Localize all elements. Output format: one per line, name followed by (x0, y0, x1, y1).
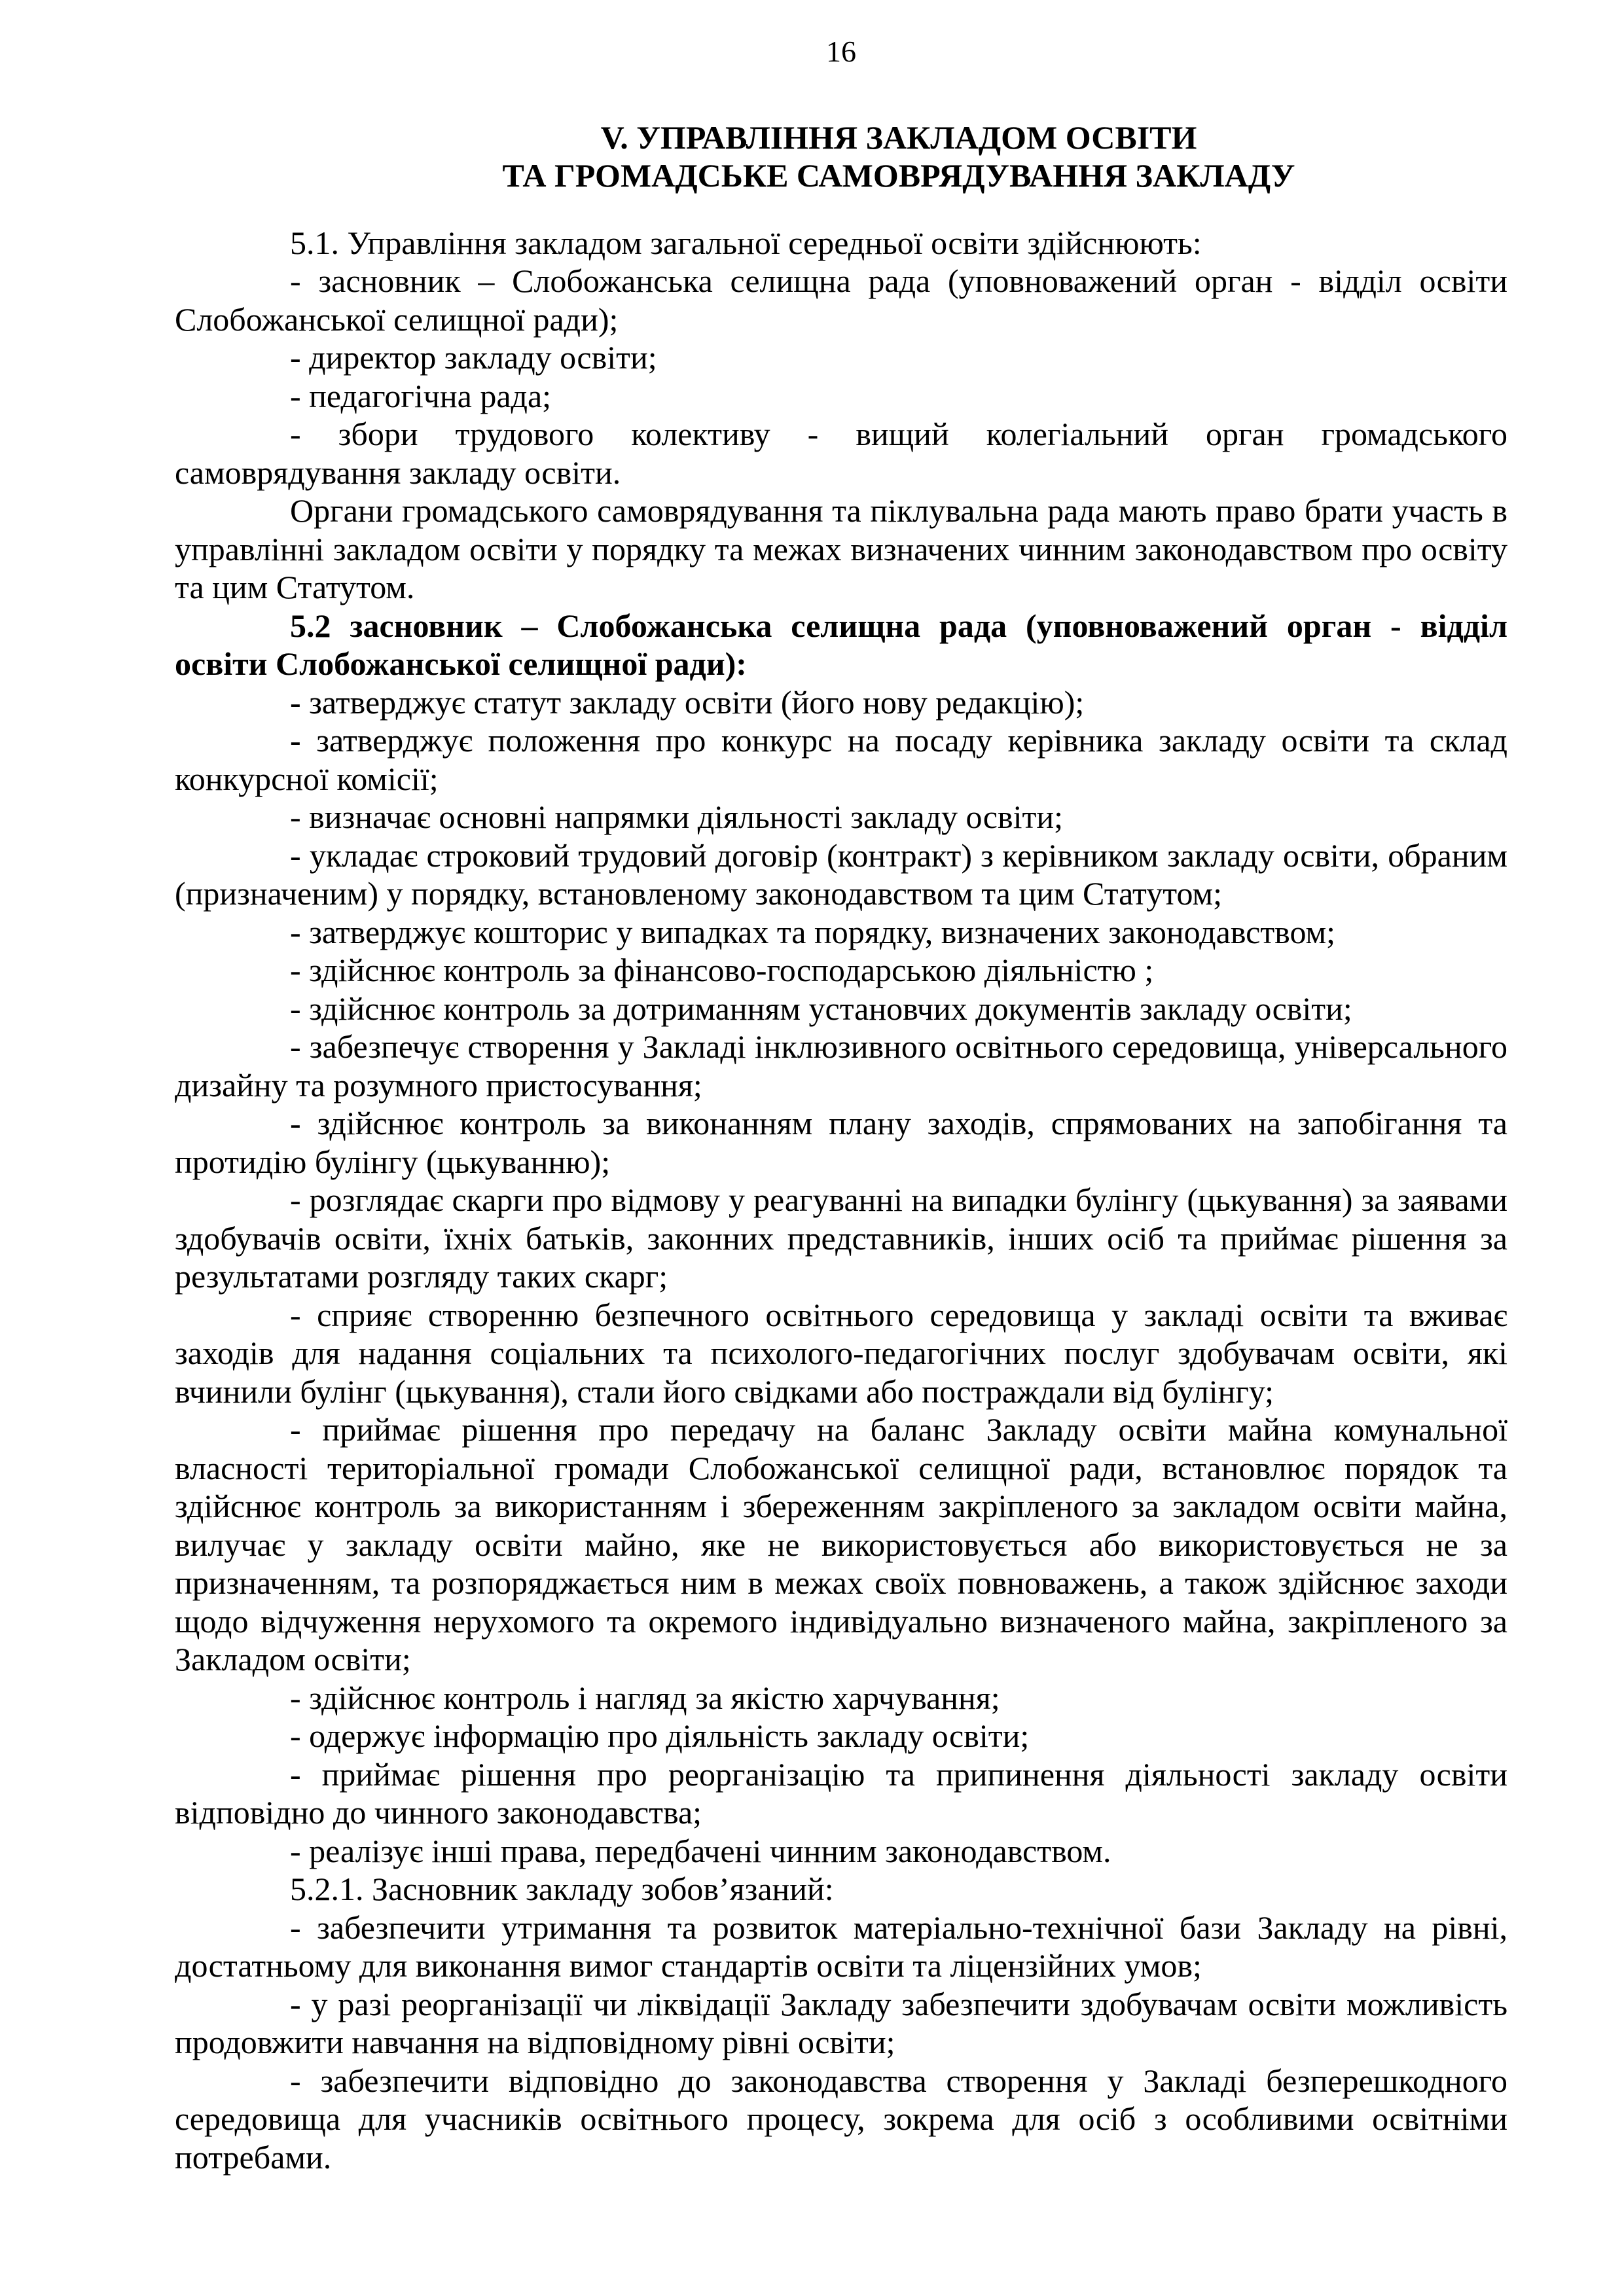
page-number: 16 (826, 35, 856, 68)
paragraph: - директор закладу освіти; (290, 339, 657, 376)
paragraph: - приймає рішення про передачу на баланс Закладу освіти майна комунальної власності територіальної громади Слобожанської селищної ради, встановлює порядок та здійснює контроль за використанням і збереженням закріпленого за закладом освіти майна, вилучає у закладу освіти майно, яке не використовується або використовується не за призначенням, та розпоряджається ним в межах своїх повноважень, а також здійснює заходи щодо відчуження нерухомого та окремого індивідуально визначеного майна, закріпленого за Закладом освіти; (175, 1411, 1507, 1677)
section-title-line-2: ТА ГРОМАДСЬКЕ САМОВРЯДУВАННЯ ЗАКЛАДУ (502, 157, 1295, 194)
paragraph: - здійснює контроль і нагляд за якістю харчування; (290, 1679, 1000, 1716)
paragraph: - визначає основні напрямки діяльності закладу освіти; (290, 798, 1063, 835)
paragraph: - збори трудового колективу - вищий колегіальний орган громадського самоврядування закладу освіти. (175, 416, 1507, 491)
paragraph: - реалізує інші права, передбачені чинним законодавством. (290, 1832, 1111, 1869)
paragraph: - розглядає скарги про відмову у реагуванні на випадки булінгу (цькування) за заявами здобувачів освіти, їхніх батьків, законних представників, інших осіб та приймає рішення за результатами розгляду таких скарг; (175, 1181, 1507, 1295)
paragraph: - затверджує кошторис у випадках та порядку, визначених законодавством; (290, 913, 1336, 950)
paragraph: 5.1. Управління закладом загальної середньої освіти здійснюють: (290, 224, 1202, 261)
section-title-line-1: V. УПРАВЛІННЯ ЗАКЛАДОМ ОСВІТИ (600, 118, 1197, 156)
paragraph: - укладає строковий трудовий договір (контракт) з керівником закладу освіти, обраним (призначеним) у порядку, встановленому законодавством та цим Статутом; (175, 836, 1507, 912)
paragraph: - одержує інформацію про діяльність закладу освіти; (290, 1717, 1030, 1754)
paragraph: - затверджує положення про конкурс на посаду керівника закладу освіти та склад конкурсної комісії; (175, 722, 1507, 797)
paragraph: - сприяє створенню безпечного освітнього середовища у закладі освіти та вживає заходів для надання соціальних та психолого-педагогічних послуг здобувачам освіти, які вчинили булінг (цькування), стали його свідками або постраждали від булінгу; (175, 1296, 1507, 1410)
paragraph: - забезпечити утримання та розвиток матеріально-технічної бази Закладу на рівні, достатньому для виконання вимог стандартів освіти та ліцензійних умов; (175, 1909, 1507, 1984)
document-body (175, 224, 1507, 2177)
paragraph: - здійснює контроль за виконанням плану заходів, спрямованих на запобігання та протидію булінгу (цькуванню); (175, 1105, 1507, 1180)
paragraph: - у разі реорганізації чи ліквідації Закладу забезпечити здобувачам освіти можливість продовжити навчання на відповідному рівні освіти; (175, 1985, 1507, 2060)
paragraph: - засновник – Слобожанська селищна рада (уповноважений орган - відділ освіти Слобожанської селищної ради); (175, 262, 1507, 338)
section-title (175, 118, 1507, 195)
paragraph: - забезпечує створення у Закладі інклюзивного освітнього середовища, універсального дизайну та розумного пристосування; (175, 1028, 1507, 1103)
paragraph: - здійснює контроль за дотриманням установчих документів закладу освіти; (290, 990, 1352, 1027)
paragraph: 5.2.1. Засновник закладу зобов’язаний: (290, 1871, 834, 1907)
paragraph: - приймає рішення про реорганізацію та припинення діяльності закладу освіти відповідно до чинного законодавства; (175, 1755, 1507, 1831)
paragraph: 5.2 засновник – Слобожанська селищна рада (уповноважений орган - відділ освіти Слобожанської селищної ради): (175, 607, 1507, 682)
paragraph: - здійснює контроль за фінансово-господарською діяльністю ; (290, 952, 1154, 988)
paragraph: Органи громадського самоврядування та піклувальна рада мають право брати участь в управлінні закладом освіти у порядку та межах визначених чинним законодавством про освіту та цим Статутом. (175, 492, 1507, 605)
paragraph: - забезпечити відповідно до законодавства створення у Закладі безперешкодного середовища для учасників освітнього процесу, зокрема для осіб з особливими освітніми потребами. (175, 2062, 1507, 2176)
paragraph: - затверджує статут закладу освіти (його нову редакцію); (290, 683, 1085, 721)
paragraph: - педагогічна рада; (290, 377, 552, 414)
